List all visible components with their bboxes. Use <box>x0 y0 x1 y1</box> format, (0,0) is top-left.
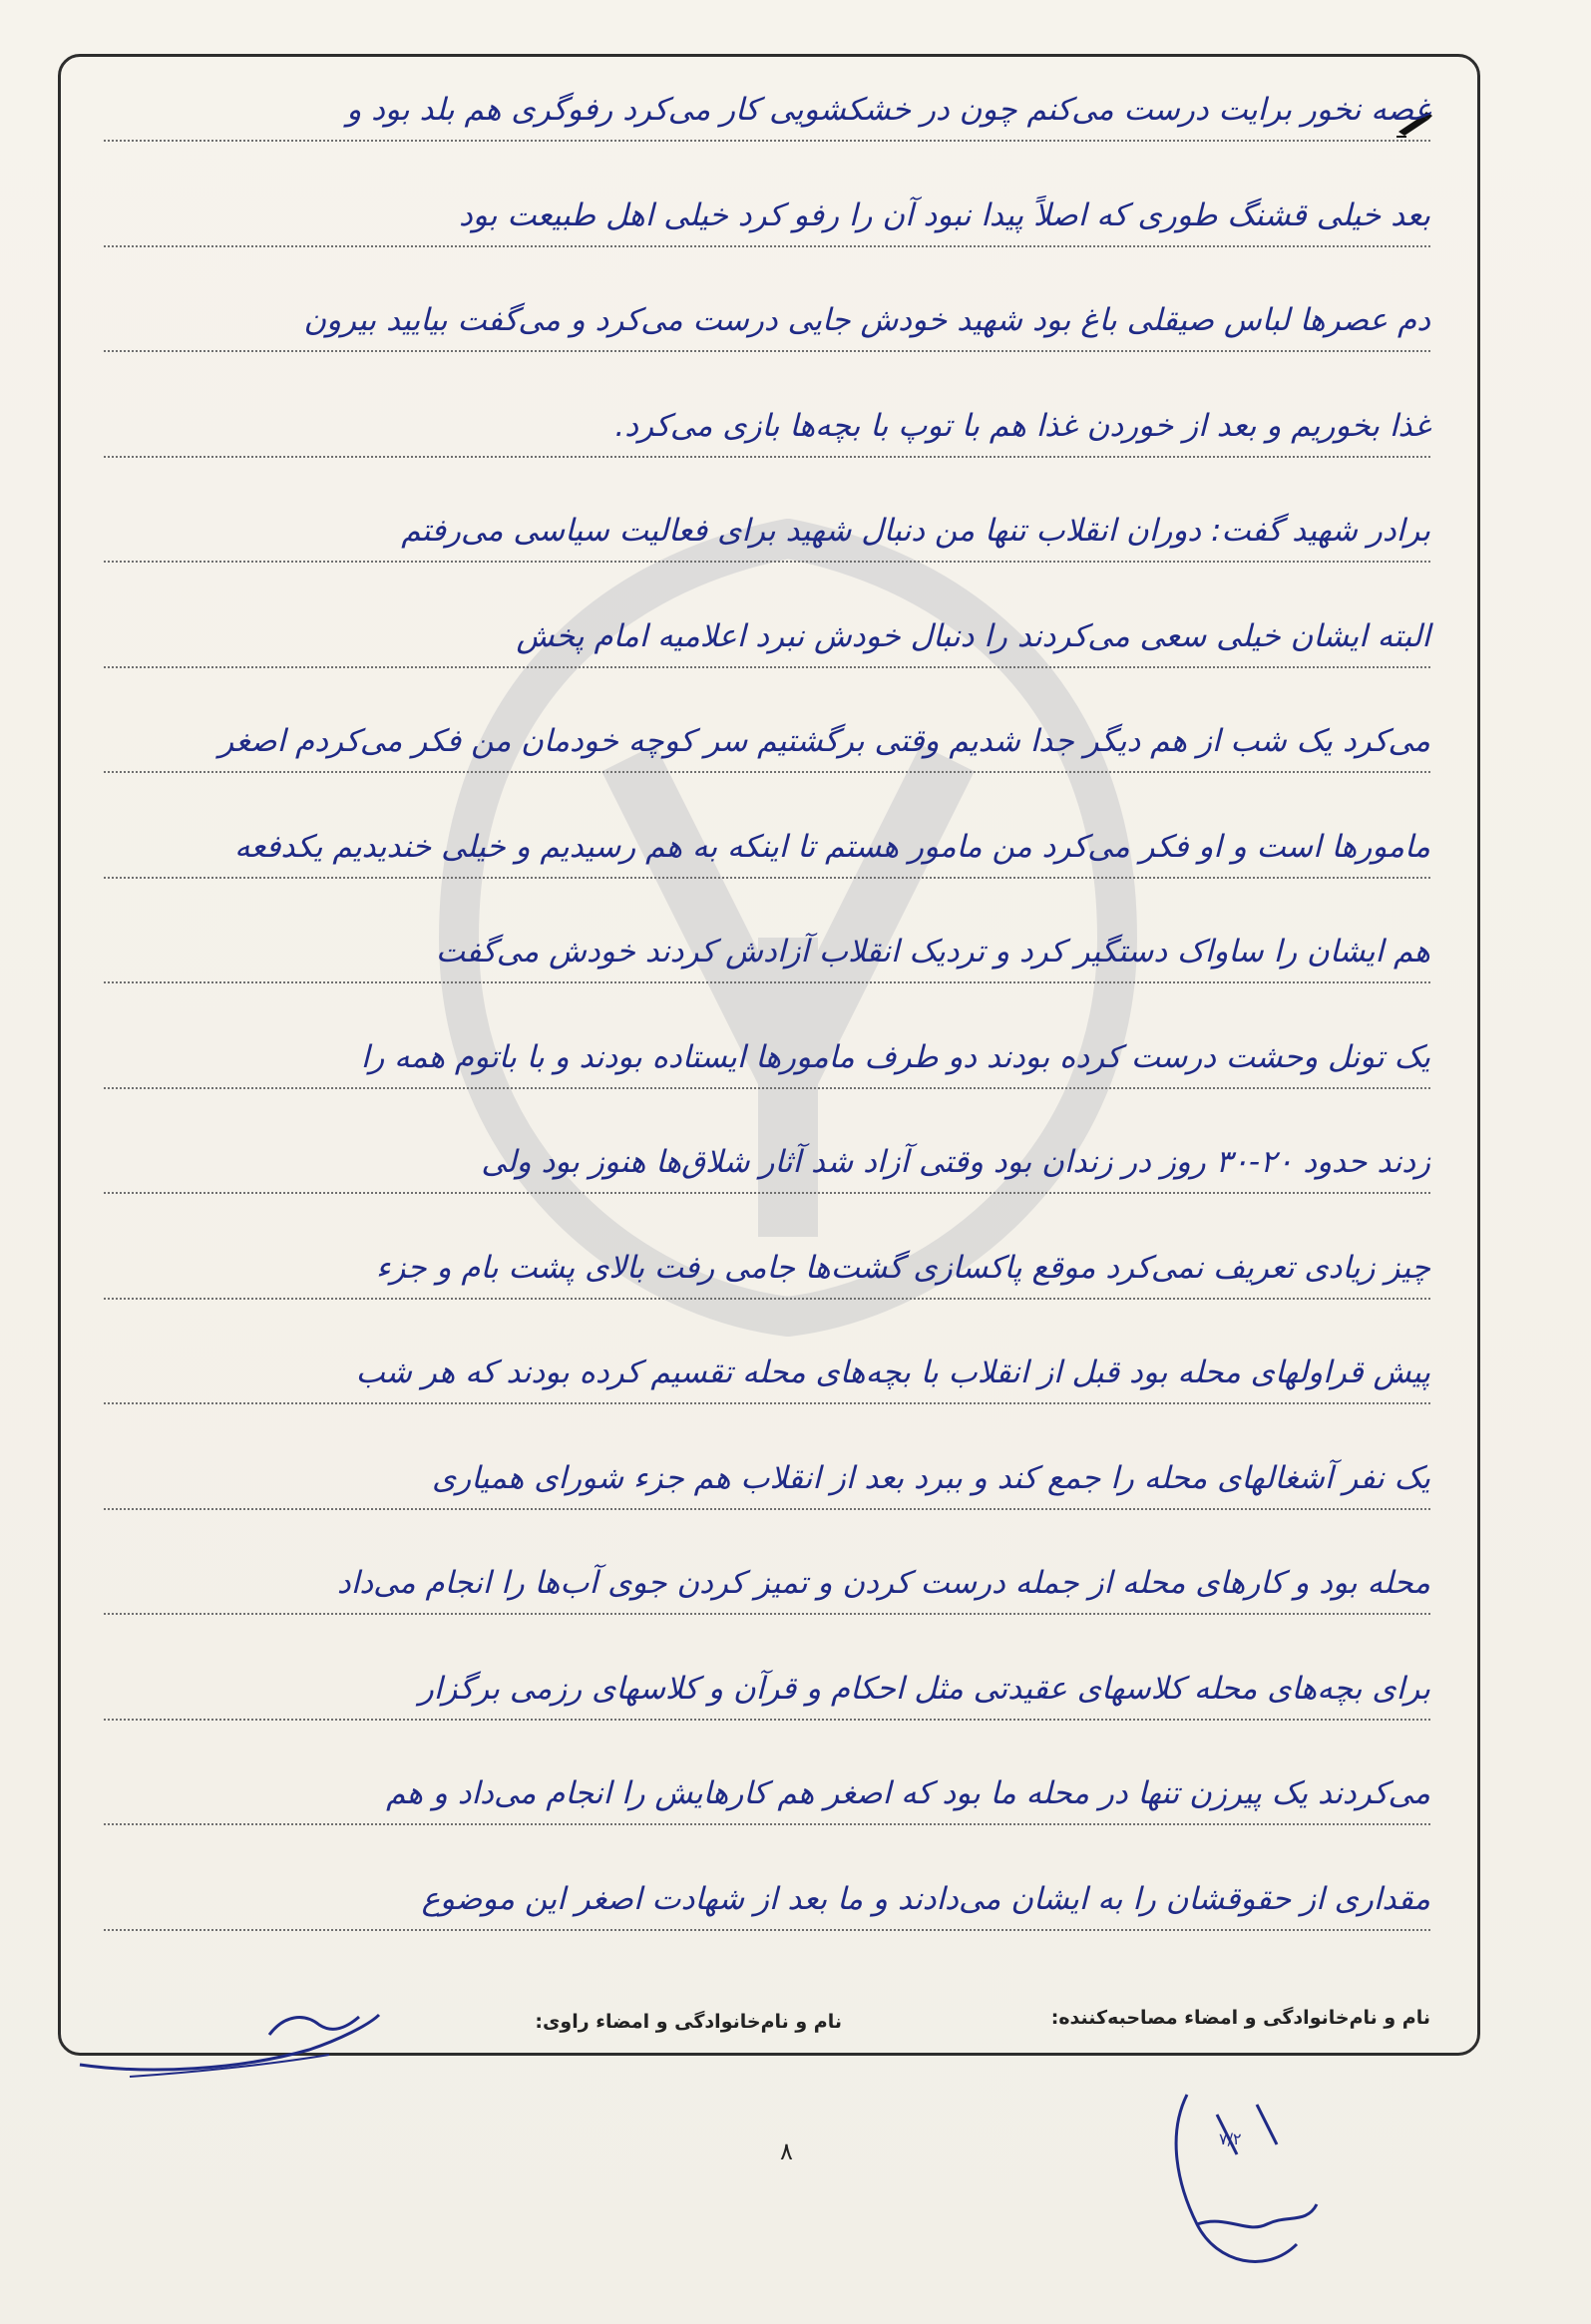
signature-date: ۷/۲ <box>1219 2130 1242 2148</box>
handwritten-line: هم ایشان را ساواک دستگیر کرد و تردیک انقلاب آزادش کردند خودش می‌گفت <box>435 934 1430 969</box>
handwritten-line: غصه نخور برایت درست می‌کنم چون در خشکشویی کار می‌کرد رفوگری هم بلد بود و <box>346 92 1430 128</box>
dotted-rule <box>104 1719 1430 1721</box>
dotted-rule <box>104 1613 1430 1615</box>
handwritten-line: یک نفر آشغالهای محله را جمع کند و ببرد بعد از انقلاب هم جزء شورای همیاری <box>432 1459 1430 1496</box>
dotted-rule <box>104 456 1430 458</box>
dotted-rule <box>104 245 1430 247</box>
handwritten-line: می‌کردند یک پیرزن تنها در محله ما بود که اصغر هم کارهایش را انجام می‌داد و هم <box>386 1775 1430 1811</box>
handwritten-line: می‌کرد یک شب از هم دیگر جدا شدیم وقتی برگشتیم سر کوچه خودمان من فکر می‌کردم اصغر <box>218 723 1430 759</box>
handwritten-line: البته ایشان خیلی سعی می‌کردند را دنبال خودش نبرد اعلامیه امام پخش <box>516 617 1430 654</box>
dotted-rule <box>104 1929 1430 1931</box>
dotted-rule <box>104 771 1430 773</box>
handwritten-line: زدند حدود ۲۰-۳۰ روز در زندان بود وقتی آزاد شد آثار شلاق‌ها هنوز بود ولی <box>481 1144 1430 1180</box>
handwritten-line: غذا بخوریم و بعد از خوردن غذا هم با توپ با بچه‌ها بازی می‌کرد. <box>614 407 1430 444</box>
handwritten-line: برادر شهید گفت: دوران انقلاب تنها من دنبال شهید برای فعالیت سیاسی می‌رفتم <box>401 513 1430 549</box>
handwritten-line: محله بود و کارهای محله از جمله درست کردن و تمیز کردن جوی آب‌ها را انجام می‌داد <box>336 1565 1430 1601</box>
dotted-rule <box>104 1298 1430 1300</box>
dotted-rule <box>104 1402 1430 1404</box>
handwritten-line: چیز زیادی تعریف نمی‌کرد موقع پاکسازی گشت‌ها جامی رفت بالای پشت بام و جزء <box>375 1249 1430 1286</box>
dotted-rule <box>104 350 1430 352</box>
handwritten-line: مقداری از حقوقشان را به ایشان می‌دادند و ما بعد از شهادت اصغر این موضوع <box>421 1880 1430 1917</box>
interviewer-signature <box>1157 2075 1347 2284</box>
dotted-rule <box>104 877 1430 879</box>
handwritten-line: برای بچه‌های محله کلاسهای عقیدتی مثل احکام و قرآن و کلاسهای رزمی برگزار <box>418 1670 1430 1707</box>
page-number: ۸ <box>780 2137 793 2165</box>
dotted-rule <box>104 1508 1430 1510</box>
dotted-rule <box>104 666 1430 668</box>
dotted-rule <box>104 1192 1430 1194</box>
handwritten-line: بعد خیلی قشنگ طوری که اصلاً پیدا نبود آن را رفو کرد خیلی اهل طبیعت بود <box>459 196 1430 233</box>
narrator-signature <box>70 1995 399 2085</box>
dotted-rule <box>104 981 1430 983</box>
handwritten-line: یک تونل وحشت درست کرده بودند دو طرف مامورها ایستاده بودند و با باتوم همه را <box>360 1038 1430 1075</box>
dotted-rule <box>104 1823 1430 1825</box>
dotted-rule <box>104 561 1430 563</box>
dotted-rule <box>104 140 1430 142</box>
handwritten-line: دم عصرها لباس صیقلی باغ بود شهید خودش جایی درست می‌کرد و می‌گفت بیایید بیرون <box>303 302 1430 338</box>
narrator-signature-label: نام و نام‌خانوادگی و امضاء راوی: <box>535 2011 842 2033</box>
handwritten-text-area <box>104 0 1430 2324</box>
dotted-rule <box>104 1087 1430 1089</box>
handwritten-line: پیش قراولهای محله بود قبل از انقلاب با بچه‌های محله تقسیم کرده بودند که هر شب <box>355 1355 1430 1390</box>
handwritten-line: مامورها است و او فکر می‌کرد من مامور هستم تا اینکه به هم رسیدیم و خیلی خندیدیم یکدفعه <box>234 828 1430 865</box>
interviewer-signature-label: نام و نام‌خانوادگی و امضاء مصاحبه‌کننده: <box>1050 2007 1430 2029</box>
